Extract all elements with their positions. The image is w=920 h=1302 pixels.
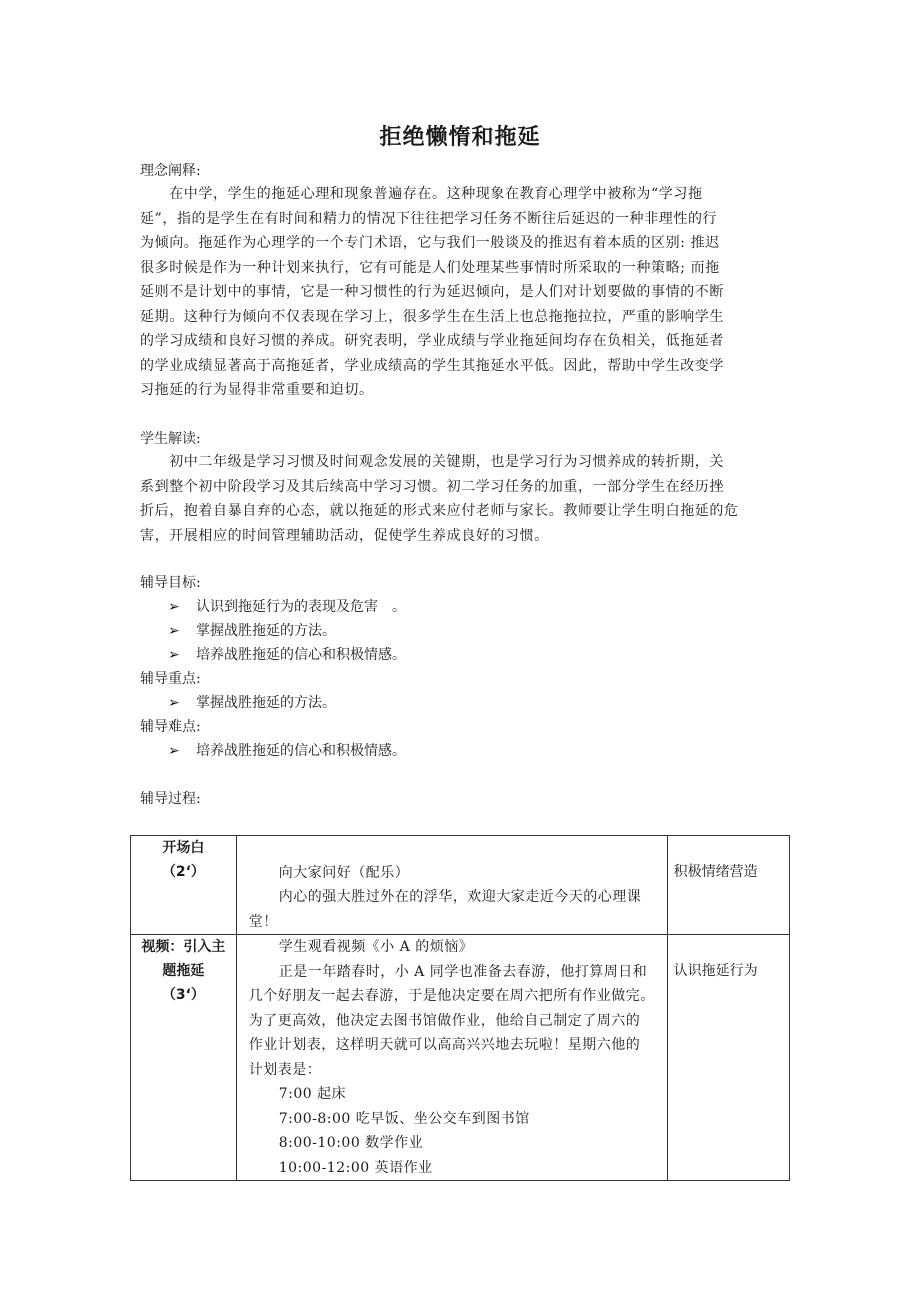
focus-heading: 辅导重点: xyxy=(140,671,201,687)
concept-paragraph xyxy=(140,182,790,403)
stage-cell: 开场白 （2‘） xyxy=(131,836,237,935)
stage-cell: 视频：引入主 题拖延 （3‘） xyxy=(131,935,237,1181)
paragraph-line: 折后，抱着自暴自弃的心态，就以拖延的形式来应付老师与家长。教师要让学生明白拖延的危 xyxy=(140,503,739,519)
goal-cell: 认识拖延行为 xyxy=(667,935,789,1181)
arrow-bullet-icon: ➢ xyxy=(168,743,180,759)
student-heading: 学生解读: xyxy=(140,431,201,447)
content-cell: 学生观看视频《小 A 的烦恼》 正是一年踏春时，小 A 同学也准备去春游，他打算周日和 几个好朋友一起去春游，于是他决定要在周六把所有作业做完。 为了更高效，他决定去图书馆做作业，他给自己制定了周六的 作业计划表，这样明天就可以高高兴兴地去玩啦！星期六他的 计划表是： 7:00 起床 7:00-8:00 吃早饭、坐公交车到图书馆 8:00-10:00 数学作业 10:00-12:00 英语作业 xyxy=(236,935,667,1181)
goal-item: ➢ 掌握战胜拖延的方法。 xyxy=(168,619,336,643)
table-row xyxy=(131,935,790,1181)
student-paragraph xyxy=(140,450,790,548)
goal-item: ➢ 认识到拖延行为的表现及危害 。 xyxy=(168,595,406,619)
paragraph-line: 延期。这种行为倾向不仅表现在学习上，很多学生在生活上也总拖拖拉拉，严重的影响学生 xyxy=(140,308,724,325)
content-cell: 向大家问好（配乐） 内心的强大胜过外在的浮华，欢迎大家走近今天的心理课 堂！ xyxy=(236,836,667,935)
arrow-bullet-icon: ➢ xyxy=(168,647,180,663)
page-title: 拒绝懒惰和拖延 xyxy=(379,125,541,150)
concept-heading: 理念阐释: xyxy=(140,163,201,179)
paragraph-line: 延则不是计划中的事情，它是一种习惯性的行为延迟倾向，是人们对计划要做的事情的不断 xyxy=(140,284,724,300)
goal-item: ➢ 培养战胜拖延的信心和积极情感。 xyxy=(168,643,406,667)
paragraph-line: 为倾向。拖延作为心理学的一个专门术语，它与我们一般谈及的推迟有着本质的区别: 推迟 xyxy=(140,235,720,251)
arrow-bullet-icon: ➢ xyxy=(168,695,180,711)
process-heading: 辅导过程: xyxy=(140,791,201,807)
paragraph-line: 延”，指的是学生在有时间和精力的情况下往往把学习任务不断往后延迟的一种非理性的行 xyxy=(140,210,718,227)
paragraph-line: 初中二年级是学习习惯及时间观念发展的关键期，也是学习行为习惯养成的转折期，关 xyxy=(140,454,724,470)
paragraph-line: 的学业成绩显著高于高拖延者，学业成绩高的学生其拖延水平低。因此，帮助中学生改变学 xyxy=(140,357,724,374)
paragraph-line: 习拖延的行为显得非常重要和迫切。 xyxy=(140,382,374,398)
process-table xyxy=(130,835,790,1181)
difficulty-heading: 辅导难点: xyxy=(140,719,201,735)
paragraph-line: 系到整个初中阶段学习及其后续高中学习习惯。初二学习任务的加重，一部分学生在经历挫 xyxy=(140,478,724,495)
goals-heading: 辅导目标: xyxy=(140,575,201,591)
paragraph-line: 害，开展相应的时间管理辅助活动，促使学生养成良好的习惯。 xyxy=(140,527,549,544)
focus-item: ➢ 掌握战胜拖延的方法。 xyxy=(168,691,336,715)
paragraph-line: 很多时候是作为一种计划来执行，它有可能是人们处理某些事情时所采取的一种策略; 而拖 xyxy=(140,259,720,276)
goal-cell: 积极情绪营造 xyxy=(667,836,789,935)
difficulty-item: ➢ 培养战胜拖延的信心和积极情感。 xyxy=(168,739,406,763)
arrow-bullet-icon: ➢ xyxy=(168,623,180,639)
table-row xyxy=(131,836,790,935)
paragraph-line: 在中学，学生的拖延心理和现象普遍存在。这种现象在教育心理学中被称为“学习拖 xyxy=(140,186,703,202)
arrow-bullet-icon: ➢ xyxy=(168,599,180,615)
paragraph-line: 的学习成绩和良好习惯的养成。研究表明，学业成绩与学业拖延间均存在负相关，低拖延者 xyxy=(140,333,724,349)
